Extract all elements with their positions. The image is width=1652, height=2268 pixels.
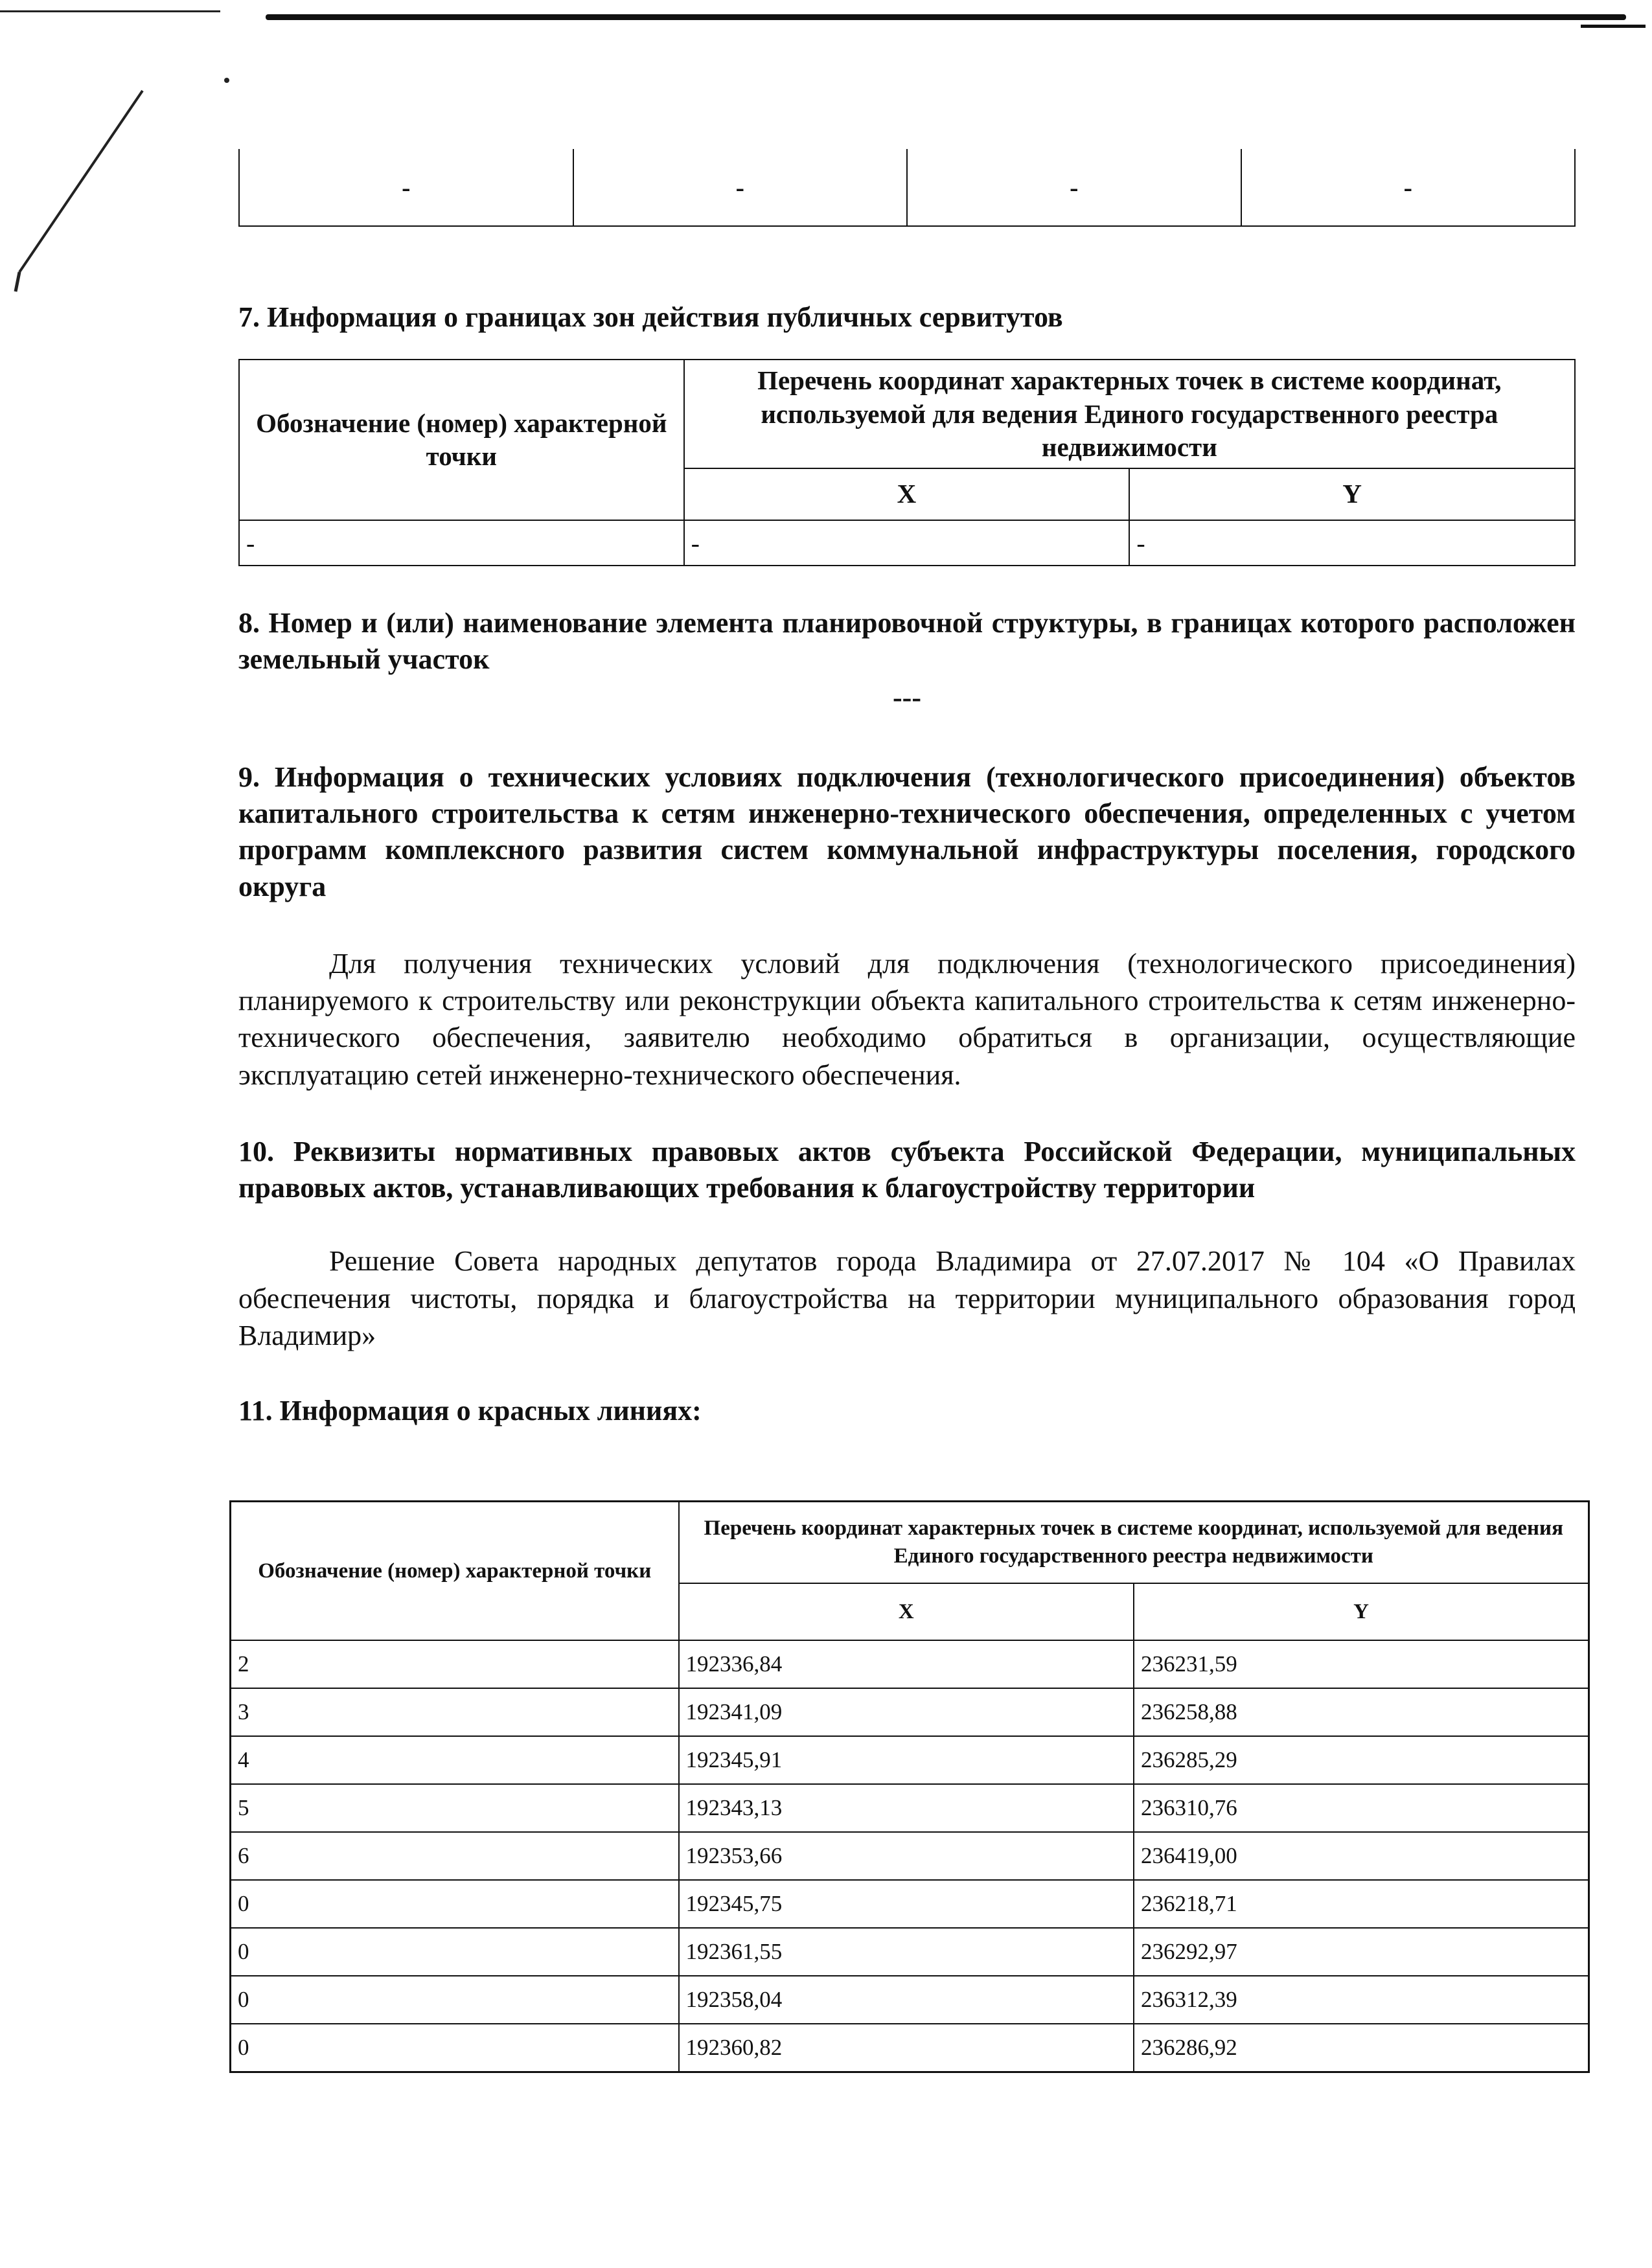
point-number: 5	[231, 1784, 679, 1832]
red-lines-table-wrap	[229, 1500, 1590, 2073]
table-row	[231, 1784, 1589, 1832]
table-row	[231, 1880, 1589, 1928]
red-lines-table	[229, 1500, 1590, 2073]
coord-x: 192360,82	[679, 2024, 1134, 2072]
coord-x: 192345,91	[679, 1736, 1134, 1784]
point-number: 6	[231, 1832, 679, 1880]
coord-y: 236218,71	[1134, 1880, 1589, 1928]
servitude-table	[238, 359, 1576, 566]
table-cell: -	[239, 149, 573, 226]
coord-y: 236310,76	[1134, 1784, 1589, 1832]
table-row	[231, 1688, 1589, 1736]
pen-stroke-mark	[0, 0, 259, 324]
coord-y: 236286,92	[1134, 2024, 1589, 2072]
section-10-text: Решение Совета народных депутатов города Владимира от 27.07.2017 № 104 «О Правилах обеспечения чистоты, порядка и благоустройства на территории муниципального образования город Владимир»	[238, 1245, 1576, 1351]
coord-y: 236419,00	[1134, 1832, 1589, 1880]
table-row	[239, 520, 1575, 566]
table-row	[231, 1736, 1589, 1784]
coord-y: 236312,39	[1134, 1976, 1589, 2024]
section-9-text: Для получения технических условий для подключения (технологического присоединения) планируемого к строительству или реконструкции объекта капитального строительства к сетям инженерно-технического обеспечения, заявителю необходимо обратиться в организации, осуществляющие эксплуатацию сетей инженерно-технического обеспечения.	[238, 947, 1576, 1091]
scan-edge-line	[1581, 25, 1646, 28]
coord-x: 192353,66	[679, 1832, 1134, 1880]
point-number: 3	[231, 1688, 679, 1736]
section-8-value: ---	[893, 681, 921, 713]
table-row	[231, 2024, 1589, 2072]
coord-x: 192343,13	[679, 1784, 1134, 1832]
point-number: 0	[231, 2024, 679, 2072]
point-number: 0	[231, 1880, 679, 1928]
coord-y: 236285,29	[1134, 1736, 1589, 1784]
table-row	[231, 1832, 1589, 1880]
column-header-x: X	[679, 1583, 1134, 1640]
column-header-y: Y	[1134, 1583, 1589, 1640]
table-cell: -	[1129, 520, 1575, 566]
coord-x: 192341,09	[679, 1688, 1134, 1736]
section-11-heading: 11. Информация о красных линиях:	[238, 1394, 702, 1426]
table-cell: -	[684, 520, 1130, 566]
scan-edge-line	[266, 14, 1626, 20]
table-cell: -	[907, 149, 1241, 226]
coord-x: 192345,75	[679, 1880, 1134, 1928]
table-cell: -	[239, 520, 684, 566]
section-8-heading: 8. Номер и (или) наименование элемента планировочной структуры, в границах которого расположен земельный участок	[238, 607, 1576, 676]
column-header-coords: Перечень координат характерных точек в системе координат, используемой для ведения Единого государственного реестра недвижимости	[684, 360, 1575, 468]
point-number: 0	[231, 1928, 679, 1976]
coord-y: 236231,59	[1134, 1640, 1589, 1688]
coord-x: 192336,84	[679, 1640, 1134, 1688]
document-page	[238, 149, 1576, 1429]
coord-y: 236258,88	[1134, 1688, 1589, 1736]
point-number: 4	[231, 1736, 679, 1784]
table-row	[239, 149, 1575, 226]
point-number: 2	[231, 1640, 679, 1688]
point-number: 0	[231, 1976, 679, 2024]
section-9-heading: 9. Информация о технических условиях подключения (технологического присоединения) объектов капитального строительства к сетям инженерно-технического обеспечения, определенных с учетом программ комплексного развития систем коммунальной инфраструктуры поселения, городского округа	[238, 761, 1576, 902]
coord-y: 236292,97	[1134, 1928, 1589, 1976]
table-row	[231, 1976, 1589, 2024]
column-header-point: Обозначение (номер) характерной точки	[231, 1502, 679, 1641]
section-10-heading: 10. Реквизиты нормативных правовых актов субъекта Российской Федерации, муниципальных правовых актов, устанавливающих требования к благоустройству территории	[238, 1135, 1576, 1204]
coord-x: 192361,55	[679, 1928, 1134, 1976]
coord-x: 192358,04	[679, 1976, 1134, 2024]
table-row	[231, 1640, 1589, 1688]
column-header-y: Y	[1129, 468, 1575, 520]
column-header-point: Обозначение (номер) характерной точки	[239, 360, 684, 520]
column-header-x: X	[684, 468, 1130, 520]
table-cell: -	[573, 149, 908, 226]
section-7-heading: 7. Информация о границах зон действия публичных сервитутов	[238, 301, 1063, 333]
table-cell: -	[1241, 149, 1576, 226]
continued-table	[238, 149, 1576, 227]
column-header-coords: Перечень координат характерных точек в системе координат, используемой для ведения Единого государственного реестра недвижимости	[679, 1502, 1589, 1584]
table-row	[231, 1928, 1589, 1976]
